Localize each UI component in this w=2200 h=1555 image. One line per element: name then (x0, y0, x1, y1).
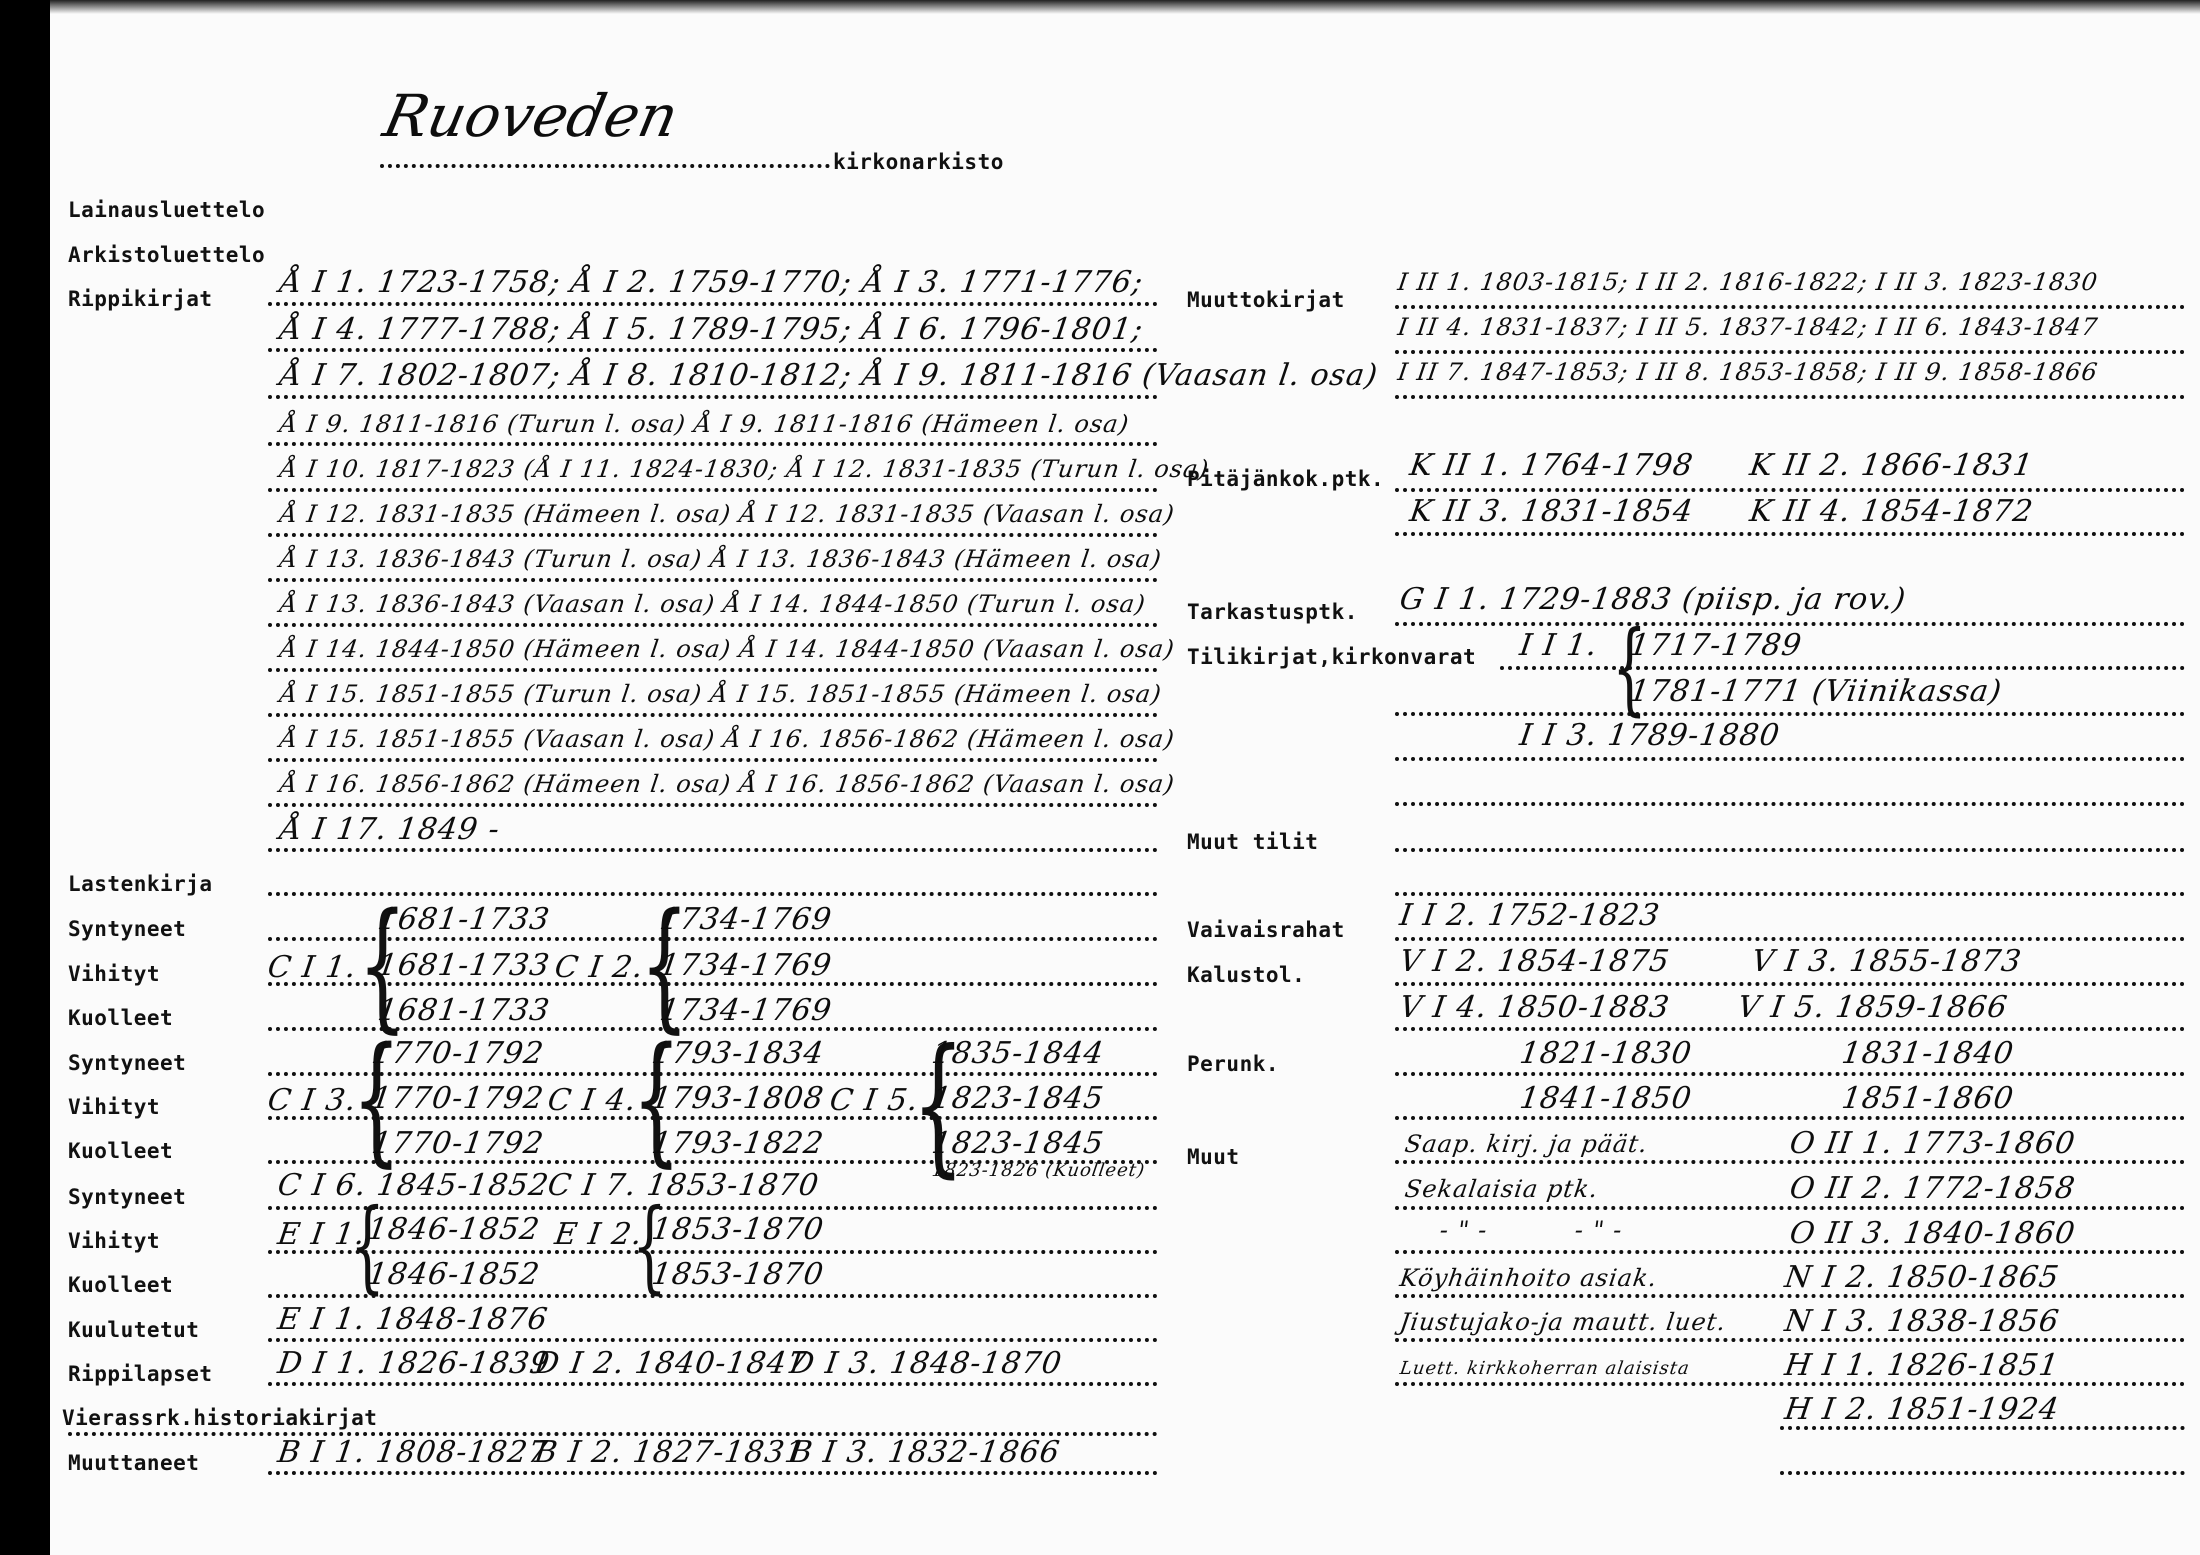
c5-year: 1835-1844 (929, 1036, 1107, 1071)
dots (268, 488, 1158, 492)
muuttaneet-entry: B I 1. 1808-1827 (275, 1435, 551, 1470)
c3-year: 1770-1792 (369, 1081, 547, 1116)
rippikirjat-line: Å I 17. 1849 - (277, 812, 503, 847)
label-lainausluettelo: Lainausluettelo (68, 198, 266, 222)
brace: { (912, 1018, 965, 1192)
label-syntyneet: Syntyneet (68, 1185, 187, 1209)
c1-label: C I 1. (265, 950, 359, 985)
dots (1395, 848, 2185, 852)
e2-label: E I 2. (552, 1217, 645, 1252)
c5-year: 1823-1845 (929, 1081, 1107, 1116)
rippikirjat-line: Å I 4. 1777-1788; Å I 5. 1789-1795; Å I 6. 1796-1801; (277, 312, 1146, 347)
label-muuttaneet: Muuttaneet (68, 1451, 200, 1475)
tilikirjat-entry: 1781-1771 (Viinikassa) (1627, 674, 2005, 709)
muut-entry: O II 2. 1772-1858 (1787, 1171, 2078, 1206)
dots (1395, 1160, 2185, 1164)
muut-entry: - " - (1573, 1216, 1625, 1244)
label-vihityt: Vihityt (68, 1229, 161, 1253)
label-tarkastusptk: Tarkastusptk. (1187, 600, 1358, 624)
c7-entry: C I 7. 1853-1870 (545, 1168, 822, 1203)
c5-year: 1823-1845 (929, 1126, 1107, 1161)
dots (268, 1116, 1158, 1120)
brace: { (350, 1187, 385, 1304)
label-muut: Muut (1187, 1145, 1240, 1169)
label-rippilapset: Rippilapset (68, 1362, 213, 1386)
e2-year: 1853-1870 (649, 1212, 827, 1247)
muut-entry: Luett. kirkkoherran alaisista (1398, 1358, 1692, 1379)
kalustol-entry: V I 3. 1855-1873 (1749, 944, 2025, 979)
muut-entry: Sekalaisia ptk. (1403, 1175, 1601, 1203)
muut-entry: Jiustujako-ja mautt. luet. (1398, 1308, 1729, 1336)
dots (268, 578, 1158, 582)
dots (268, 803, 1158, 807)
scan-edge-left (0, 0, 50, 1555)
c2-year: 1734-1769 (657, 902, 835, 937)
muut-entry: O II 3. 1840-1860 (1787, 1216, 2078, 1251)
e1-label: E I 1. (275, 1217, 368, 1252)
dots (1395, 1206, 2185, 1210)
dots (1395, 305, 2185, 309)
dots (1395, 802, 2185, 806)
rippikirjat-line: Å I 15. 1851-1855 (Turun l. osa) Å I 15. 1851-1855 (Hämeen l. osa) (278, 680, 1164, 708)
label-kuulutetut: Kuulutetut (68, 1318, 200, 1342)
muut-entry: Köyhäinhoito asiak. (1398, 1264, 1660, 1292)
dots (268, 758, 1158, 762)
dots (1395, 1027, 2185, 1031)
muuttaneet-entry: B I 3. 1832-1866 (787, 1435, 1063, 1470)
c4-year: 1793-1808 (649, 1081, 827, 1116)
rippikirjat-line: Å I 1. 1723-1758; Å I 2. 1759-1770; Å I 3. 1771-1776; (277, 265, 1146, 300)
brace: { (1612, 609, 1647, 726)
scan-edge-top (0, 0, 2200, 14)
label-kuolleet: Kuolleet (68, 1006, 174, 1030)
dots (1780, 1426, 2185, 1430)
label-pitajankok: Pitäjänkok.ptk. (1187, 467, 1385, 491)
dots (1395, 712, 2185, 716)
kalustol-entry: V I 4. 1850-1883 (1397, 990, 1673, 1025)
tilikirjat-entry: 1717-1789 (1627, 628, 1805, 663)
label-vierassrk: Vierassrk.historiakirjat (62, 1406, 378, 1430)
muuttaneet-entry: B I 2. 1827-1831 (532, 1435, 808, 1470)
dots (1395, 395, 2185, 399)
brace: { (632, 1187, 667, 1304)
pitajankok-entry: K II 3. 1831-1854 (1407, 494, 1696, 529)
dots (268, 395, 1158, 399)
dots (1395, 982, 2185, 986)
label-syntyneet: Syntyneet (68, 917, 187, 941)
label-syntyneet: Syntyneet (68, 1051, 187, 1075)
dots (1780, 1471, 2185, 1475)
dots (1395, 1250, 2185, 1254)
dots (268, 1471, 1158, 1475)
muuttokirjat-line: I II 4. 1831-1837; I II 5. 1837-1842; I II 6. 1843-1847 (1396, 313, 2100, 341)
vaivaisrahat-entry: I I 2. 1752-1823 (1397, 898, 1663, 933)
rippikirjat-line: Å I 15. 1851-1855 (Vaasan l. osa) Å I 16. 1856-1862 (Hämeen l. osa) (278, 725, 1177, 753)
label-perunk: Perunk. (1187, 1052, 1280, 1076)
pitajankok-entry: K II 2. 1866-1831 (1747, 448, 2036, 483)
c2-year: 1734-1769 (657, 993, 835, 1028)
dots (1395, 1294, 2185, 1298)
label-kalustol: Kalustol. (1187, 963, 1306, 987)
muut-entry: Saap. kirj. ja päät. (1403, 1130, 1650, 1158)
dots (1395, 1338, 2185, 1342)
label-lastenkirja: Lastenkirja (68, 872, 213, 896)
dots (1395, 488, 2185, 492)
c1-year: 1681-1733 (375, 948, 553, 983)
dots (268, 348, 1158, 352)
label-tilikirjat: Tilikirjat,kirkonvarat (1187, 645, 1477, 669)
c4-label: C I 4. (545, 1083, 639, 1118)
e2-year: 1853-1870 (649, 1257, 827, 1292)
muut-entry: N I 3. 1838-1856 (1782, 1304, 2062, 1339)
muut-entry: N I 2. 1850-1865 (1782, 1260, 2062, 1295)
dots (268, 1250, 1158, 1254)
c3-year: 1770-1792 (369, 1036, 547, 1071)
kalustol-entry: V I 2. 1854-1875 (1397, 944, 1673, 979)
perunk-entry: 1831-1840 (1839, 1036, 2017, 1071)
muuttokirjat-line: I II 1. 1803-1815; I II 2. 1816-1822; I II 3. 1823-1830 (1396, 268, 2100, 296)
rippikirjat-line: Å I 10. 1817-1823 (Å I 11. 1824-1830; Å I 12. 1831-1835 (Turun l. osa) (278, 455, 1211, 483)
c1-year: 1681-1733 (375, 902, 553, 937)
dots (268, 442, 1158, 446)
perunk-entry: 1851-1860 (1839, 1081, 2017, 1116)
dots (1395, 350, 2185, 354)
pitajankok-entry: K II 4. 1854-1872 (1747, 494, 2036, 529)
dots (268, 848, 1158, 852)
pitajankok-entry: K II 1. 1764-1798 (1407, 448, 1696, 483)
dots (268, 1206, 1158, 1210)
dots (1395, 757, 2185, 761)
c5-label: C I 5. (827, 1083, 921, 1118)
label-vihityt: Vihityt (68, 1095, 161, 1119)
dots (1395, 1116, 2185, 1120)
dots (268, 668, 1158, 672)
label-vaivaisrahat: Vaivaisrahat (1187, 918, 1345, 942)
archive-suffix: kirkonarkisto (833, 150, 1004, 174)
c3-label: C I 3. (265, 1083, 359, 1118)
dots (1395, 937, 2185, 941)
kalustol-entry: V I 5. 1859-1866 (1735, 990, 2011, 1025)
kuulutetut-entry: E I 1. 1848-1876 (275, 1302, 551, 1337)
perunk-entry: 1841-1850 (1517, 1081, 1695, 1116)
dots (268, 533, 1158, 537)
c5-year: 1823-1826 (Kuolleet) (930, 1160, 1147, 1181)
label-arkistoluettelo: Arkistoluettelo (68, 243, 266, 267)
parish-name: Ruoveden (377, 82, 685, 150)
rippikirjat-line: Å I 14. 1844-1850 (Hämeen l. osa) Å I 14. 1844-1850 (Vaasan l. osa) (278, 635, 1177, 663)
dots (1395, 532, 2185, 536)
brace: { (632, 1018, 681, 1181)
dots (1500, 666, 2185, 670)
brace: { (640, 884, 689, 1047)
dots (268, 623, 1158, 627)
c2-label: C I 2. (552, 950, 646, 985)
dots (268, 1294, 1158, 1298)
tilikirjat-entry: I I 3. 1789-1880 (1517, 718, 1783, 753)
label-muuttokirjat: Muuttokirjat (1187, 288, 1345, 312)
c4-year: 1793-1822 (649, 1126, 827, 1161)
label-kuolleet: Kuolleet (68, 1139, 174, 1163)
rippikirjat-line: Å I 13. 1836-1843 (Turun l. osa) Å I 13. 1836-1843 (Hämeen l. osa) (278, 545, 1164, 573)
c4-year: 1793-1834 (649, 1036, 827, 1071)
c6-entry: C I 6. 1845-1852 (275, 1168, 552, 1203)
muut-entry: - " - (1438, 1216, 1490, 1244)
dots (1395, 892, 2185, 896)
muut-entry: H I 2. 1851-1924 (1782, 1392, 2062, 1427)
label-vihityt: Vihityt (68, 962, 161, 986)
perunk-entry: 1821-1830 (1517, 1036, 1695, 1071)
dots (268, 1338, 1158, 1342)
brace: { (358, 884, 407, 1047)
label-kuolleet: Kuolleet (68, 1273, 174, 1297)
e1-year: 1846-1852 (365, 1212, 543, 1247)
brace: { (352, 1018, 401, 1181)
dots (268, 302, 1158, 306)
rippilapset-entry: D I 1. 1826-1839 (275, 1346, 553, 1381)
title-dots (380, 164, 830, 168)
c1-year: 1681-1733 (375, 993, 553, 1028)
muuttokirjat-line: I II 7. 1847-1853; I II 8. 1853-1858; I II 9. 1858-1866 (1396, 358, 2100, 386)
rippikirjat-line: Å I 7. 1802-1807; Å I 8. 1810-1812; Å I 9. 1811-1816 (Vaasan l. osa) (277, 358, 1381, 393)
dots (1395, 1382, 2185, 1386)
dots (1395, 1072, 2185, 1076)
rippikirjat-line: Å I 16. 1856-1862 (Hämeen l. osa) Å I 16. 1856-1862 (Vaasan l. osa) (278, 770, 1177, 798)
dots (268, 713, 1158, 717)
dots (1395, 622, 2185, 626)
e1-year: 1846-1852 (365, 1257, 543, 1292)
dots (268, 1072, 1158, 1076)
rippikirjat-line: Å I 12. 1831-1835 (Hämeen l. osa) Å I 12. 1831-1835 (Vaasan l. osa) (278, 500, 1177, 528)
rippilapset-entry: D I 2. 1840-1847 (532, 1346, 810, 1381)
label-muut-tilit: Muut tilit (1187, 830, 1319, 854)
c2-year: 1734-1769 (657, 948, 835, 983)
rippikirjat-line: Å I 9. 1811-1816 (Turun l. osa) Å I 9. 1811-1816 (Hämeen l. osa) (278, 410, 1132, 438)
c3-year: 1770-1792 (369, 1126, 547, 1161)
label-rippikirjat: Rippikirjat (68, 287, 213, 311)
rippikirjat-line: Å I 13. 1836-1843 (Vaasan l. osa) Å I 14. 1844-1850 (Turun l. osa) (278, 590, 1148, 618)
dots (268, 1382, 1158, 1386)
muut-entry: O II 1. 1773-1860 (1787, 1126, 2078, 1161)
tarkastusptk-entry: G I 1. 1729-1883 (piisp. ja rov.) (1397, 582, 1909, 617)
tilikirjat-entry: I I 1. (1517, 628, 1600, 663)
muut-entry: H I 1. 1826-1851 (1782, 1348, 2062, 1383)
rippilapset-entry: D I 3. 1848-1870 (787, 1346, 1065, 1381)
